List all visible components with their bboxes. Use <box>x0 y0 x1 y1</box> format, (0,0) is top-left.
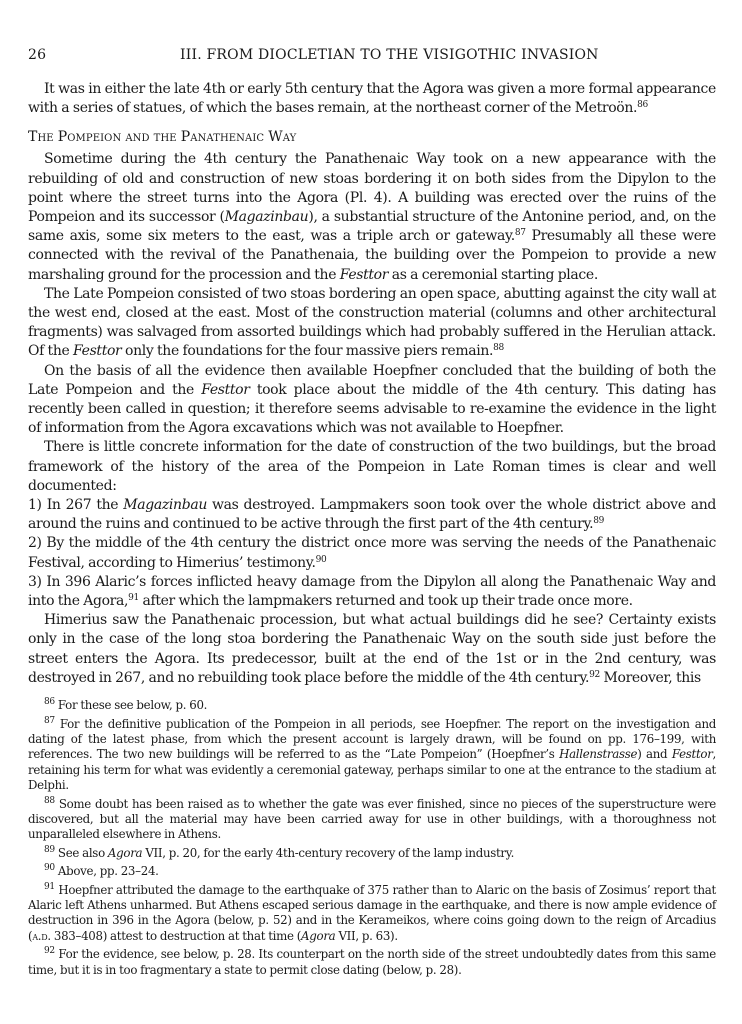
paragraph-intro: It was in either the late 4th or early 5th century that the Agora was given a more formal appearance with a series of statues, of which the bases remain, at the northeast corner of the Metroön.$^{86}$ <box>28 81 716 117</box>
paragraph: Himerius saw the Panathenaic procession, but what actual buildings did he see? Certainty exists only in the case of the long stoa bordering the Panathenaic Way on the south side just before the street enters the Agora. Its predecessor, built at the end of the 1st or in the 2nd century, was destroyed in 267, and no rebuilding took place before the middle of the 4th century.$^{92}$ Moreover, this <box>28 612 716 686</box>
footnote-ref[interactable]: 91 <box>128 593 139 604</box>
footnote-ref[interactable]: 90 <box>315 554 327 565</box>
list-item: 3) In 396 Alaric’s forces inflicted heavy damage from the Dipylon all along the Panathenaic Way and into the Agora,$^{91}$ after which the lampmakers returned and took up their trade once more. <box>28 573 716 610</box>
footnote: $^{86}$ For these see below, p. 60. <box>44 697 208 713</box>
footnote: $^{88}$ Some doubt has been raised as to whether the gate was ever finished, since no pieces of the superstructure were discovered, but all the material may have been carried away for use in other buildings, with a thoroughness not unparalleled elsewhere in Athens. <box>28 795 716 842</box>
paragraph: There is little concrete information for the date of construction of the two buildings, but the broad framework of the history of the area of the Pompeion in Late Roman times is clear and well documented: <box>28 439 716 494</box>
page <box>28 45 716 981</box>
footnote-ref[interactable]: 88 <box>493 343 504 354</box>
page-number: 26 <box>28 47 47 63</box>
paragraph: Sometime during the 4th century the Panathenaic Way took on a new appearance with the rebuilding of old and construction of new stoas bordering it on both sides from the Dipylon to the point where the street turns into the Agora (Pl. 4). A building was erected over the ruins of the Pompeion and its successor (Magazinbau), a substantial structure of the Antonine period, and, on the same axis, some six meters to the east, was a triple arch or gateway.$^{87}$ Presumably all these were connected with the revival of the Panathenaia, the building over the Pompeion to provide a new marshaling ground for the procession and the Festtor as a ceremonial starting place. <box>28 151 716 283</box>
running-title: III. FROM DIOCLETIAN TO THE VISIGOTHIC INVASION <box>180 47 599 63</box>
footnote: $^{87}$ For the definitive publication of the Pompeion in all periods, see Hoepfner. The report on the investigation and dating of the latest phase, from which the present account is largely drawn, will be found on pp. 176–199, with references. The two new buildings will be referred to as the “Late Pompeion” (Hoepfner’s Hallenstrasse) and Festtor, retaining his term for what was evidently a ceremonial gateway, perhaps similar to one at the entrance to the stadium at Delphi. <box>28 715 716 793</box>
section-heading: The Pompeion and the Panathenaic Way <box>28 129 297 146</box>
footnote: $^{89}$ See also Agora VII, p. 20, for the early 4th-century recovery of the lamp industry. <box>44 844 515 860</box>
footnote-ref[interactable]: 92 <box>589 669 600 680</box>
footnote-ref[interactable]: 86 <box>637 100 648 111</box>
footnote-ref[interactable]: 87 <box>514 228 526 239</box>
list-item: 2) By the middle of the 4th century the district once more was serving the needs of the Panathenaic Festival, according to Himerius’ testimony.$^{90}$ <box>28 535 716 571</box>
paragraph: The Late Pompeion consisted of two stoas bordering an open space, abutting against the city wall at the west end, closed at the east. Most of the construction material (columns and other architectural fragments) was salvaged from assorted buildings which had probably suffered in the Herulian attack. Of the Festtor only the foundations for the four massive piers remain.$^{88}$ <box>28 285 716 360</box>
running-head <box>28 45 716 65</box>
paragraph: On the basis of all the evidence then available Hoepfner concluded that the building of both the Late Pompeion and the Festtor took place about the middle of the 4th century. This dating has recently been called in question; it therefore seems advisable to re-examine the evidence in the light of information from the Agora excavations which was not available to Hoepfner. <box>28 362 716 437</box>
footnote: $^{92}$ For the evidence, see below, p. 28. Its counterpart on the north side of the street undoubtedly dates from this same time, but it is in too fragmentary a state to permit close dating (below, p. 28). <box>28 946 716 977</box>
footnote-ref[interactable]: 89 <box>593 516 605 527</box>
footnote: $^{91}$ Hoepfner attributed the damage to the earthquake of 375 rather than to Alaric on the basis of Zosimus’ report that Alaric left Athens unharmed. But Athens escaped serious damage in the earthquake, and there is now ample evidence of destruction in 396 in the Agora (below, p. 52) and in the Kerameikos, where coins going down to the reign of Arcadius (a.d. 383–408) attest to destruction at that time (Agora VII, p. 63). <box>28 881 716 943</box>
footnote: $^{90}$ Above, pp. 23–24. <box>44 863 159 879</box>
footnotes <box>28 698 716 978</box>
list-item: 1) In 267 the Magazinbau was destroyed. Lampmakers soon took over the whole district above and around the ruins and continued to be active through the first part of the 4th century.$^{89}$ <box>28 497 716 533</box>
body-text <box>28 80 716 688</box>
